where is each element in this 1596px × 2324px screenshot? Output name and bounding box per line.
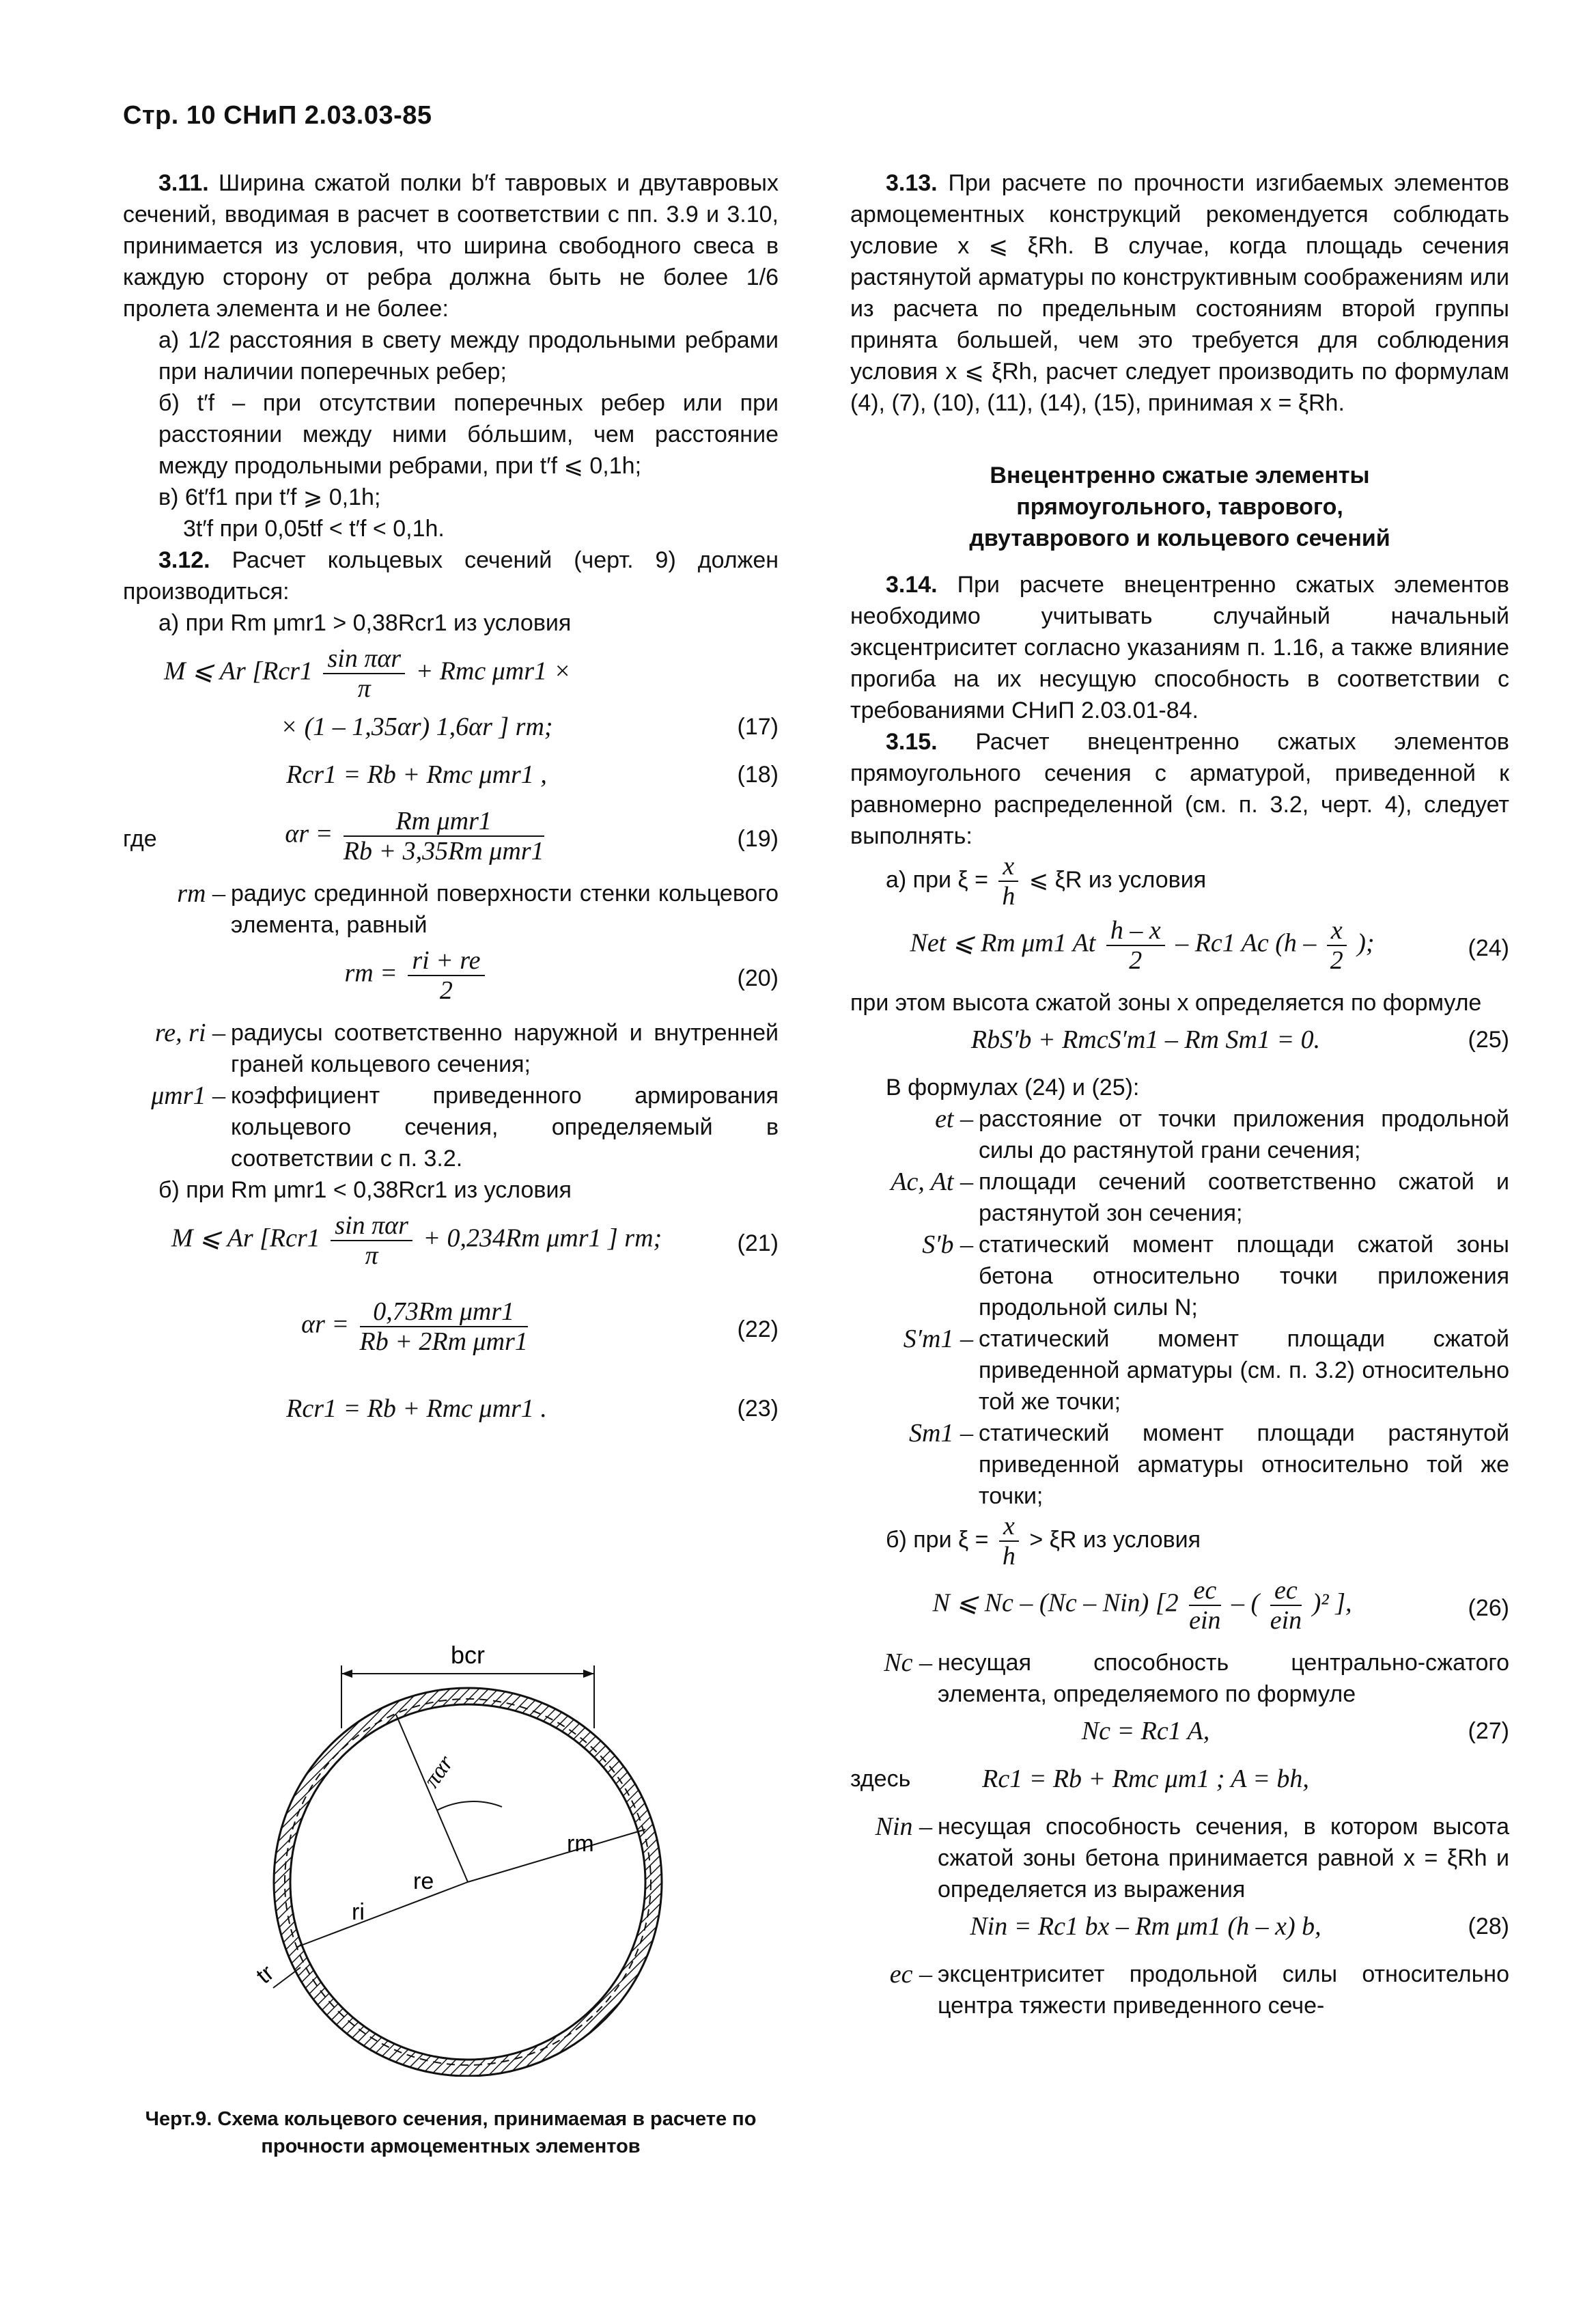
radius-line-rm	[468, 1829, 645, 1882]
clause-3-15	[850, 726, 1509, 852]
clause-text: При расчете по прочности изгибаемых элементов армоцементных конструкций рекомендуется соблюдать условие x ⩽ ξRh. В случае, когда площадь сечения растянутой арматуры по конструктивным соображениям или из расчета по предельным состояниям второй группы принята большей, чем это требуется для соблюдения условия x ⩽ ξRh, расчет следует производить по формулам (4), (7), (10), (11), (14), (15), принимая x = ξRh.	[850, 170, 1509, 416]
clause-number: 3.15.	[886, 729, 938, 755]
label-re: re	[413, 1868, 434, 1894]
clause-3-11-v2: 3t′f при 0,05tf < t′f < 0,1h.	[183, 516, 445, 542]
clause-3-15-b	[850, 1512, 1509, 1571]
clause-3-12	[123, 544, 779, 607]
equation-number: (26)	[1468, 1595, 1509, 1621]
eq-part: αr =	[285, 819, 333, 848]
fraction-top: sin παr	[323, 644, 405, 674]
equation-number: (24)	[1468, 935, 1509, 961]
ring-section-figure	[232, 1626, 710, 2077]
clause-text: Расчет кольцевых сечений (черт. 9) должен производиться:	[123, 547, 779, 605]
def-symbol: S′b –	[922, 1230, 973, 1259]
eq-body: Nin = Rc1 bx – Rm μm1 (h – x) b,	[970, 1912, 1321, 1941]
radius-line-ri	[297, 1882, 468, 1947]
fraction-top: ec	[1270, 1576, 1302, 1606]
eq-part: [Rcr1	[252, 656, 313, 686]
eq-body: Rcr1 = Rb + Rmc μmr1 .	[286, 1394, 547, 1423]
eq-part: )² ],	[1312, 1588, 1352, 1618]
fraction-bottom: 2	[439, 976, 453, 1005]
fraction-top: x	[998, 852, 1018, 882]
equation-number: (17)	[737, 714, 779, 740]
fraction-bottom: ein	[1270, 1606, 1302, 1635]
fraction-bottom: Rb + 2Rm μmr1	[359, 1327, 528, 1356]
equation-here	[850, 1763, 1509, 1806]
clause-3-11-a: а) 1/2 расстояния в свету между продольными ребрами при наличии поперечных ребер;	[158, 327, 779, 385]
def-symbol: re, ri –	[154, 1019, 225, 1047]
equation-20	[123, 946, 779, 1012]
text-part: > ξR из условия	[1029, 1526, 1201, 1553]
eq-part: N ⩽ Nc – (Nc – Nin) [2	[932, 1588, 1179, 1618]
label-rm: rm	[567, 1831, 594, 1857]
eq-body: Rc1 = Rb + Rmc μm1 ; A = bh,	[982, 1765, 1309, 1793]
clause-text: При расчете внецентренно сжатых элементов необходимо учитывать случайный начальный эксцентриситет согласно указаниям п. 1.16, а также влияние прогиба на их несущую способность в соответствии с требованиями СНиП 2.03.01-84.	[850, 572, 1509, 723]
def-text: несущая способность центрально-сжатого элемента, определяемого по формуле	[938, 1650, 1509, 1707]
clause-number: 3.14.	[886, 572, 938, 598]
fraction-bottom: ein	[1189, 1606, 1221, 1635]
equation-28	[850, 1911, 1509, 1953]
fraction-bottom: h	[1002, 882, 1016, 911]
eq-body: Rcr1 = Rb + Rmc μmr1 ,	[286, 760, 547, 789]
eq-part: + 0,234Rm μmr1 ] rm;	[423, 1223, 662, 1253]
equation-26	[850, 1576, 1509, 1642]
equation-25	[850, 1024, 1509, 1066]
fraction-bottom: π	[365, 1241, 378, 1270]
where-label: где	[123, 826, 157, 852]
clause-3-12-b: б) при Rm μmr1 < 0,38Rcr1 из условия	[158, 1177, 572, 1203]
def-symbol: μmr1 –	[151, 1081, 225, 1110]
eq-body: × (1 – 1,35αr) 1,6αr ] rm;	[280, 713, 553, 741]
def-text: статический момент площади растянутой приведенной арматуры относительно той же точки;	[979, 1420, 1509, 1509]
def-text: радиус срединной поверхности стенки кольцевого элемента, равный	[231, 881, 779, 938]
def-text: радиусы соответственно наружной и внутренней граней кольцевого сечения;	[231, 1020, 779, 1077]
section-heading: Внецентренно сжатые элементы прямоугольного, таврового, двутаврового и кольцевого сечений	[969, 462, 1390, 551]
eq-part: [Rcr1	[260, 1223, 320, 1253]
here-label: здесь	[850, 1766, 911, 1792]
page-header: Стр. 10 СНиП 2.03.03-85	[123, 101, 432, 130]
clause-3-12-a: а) при Rm μmr1 > 0,38Rcr1 из условия	[158, 610, 572, 636]
definition-et	[850, 1103, 1509, 1166]
def-text: площади сечений соответственно сжатой и растянутой зон сечения;	[979, 1169, 1509, 1226]
fraction-bottom: Rb + 3,35Rm μmr1	[343, 837, 544, 866]
eq-part: αr =	[301, 1310, 350, 1339]
eq-part: M ⩽ Ar	[171, 1223, 253, 1253]
definition-nin	[850, 1811, 1509, 1905]
fraction-top: ec	[1189, 1576, 1220, 1606]
right-column	[850, 167, 1509, 2021]
definition-sb	[850, 1229, 1509, 1323]
equation-number: (18)	[737, 762, 779, 788]
fraction-top: h – x	[1106, 916, 1165, 946]
text-part: а) при ξ =	[886, 866, 988, 893]
def-symbol: S′m1 –	[903, 1325, 973, 1353]
clause-text: Ширина сжатой полки b′f тавровых и двутавровых сечений, вводимая в расчет в соответствии с пп. 3.9 и 3.10, принимается из условия, что ширина свободного свеса в каждую сторону от ребра должна быть не более 1/6 пролета элемента и не более:	[123, 170, 779, 322]
equation-21	[123, 1211, 779, 1277]
equation-24	[850, 916, 1509, 982]
def-symbol: Nin –	[875, 1812, 932, 1841]
left-column	[123, 167, 779, 1441]
clause-3-11	[123, 167, 779, 324]
clause-3-11-v1: в) 6t′f1 при t′f ⩾ 0,1h;	[158, 484, 381, 510]
equation-number: (19)	[737, 826, 779, 852]
equation-22	[123, 1297, 779, 1372]
thickness-leader	[273, 1967, 300, 1988]
equation-number: (22)	[737, 1316, 779, 1342]
clause-3-11-b: б) t′f – при отсутствии поперечных ребер или при расстоянии между ними бо́льшим, чем расстояние между продольными ребрами, при t′f ⩽ 0,1h;	[158, 390, 779, 479]
label-bcr: bcr	[450, 1641, 486, 1669]
fraction-bottom: h	[1002, 1542, 1016, 1571]
equation-17-line1	[123, 644, 779, 706]
eq-part: + Rmc μmr1 ×	[415, 656, 572, 686]
equation-number: (23)	[737, 1396, 779, 1422]
equation-number: (28)	[1468, 1913, 1509, 1939]
label-tr: tr	[251, 1960, 279, 1989]
clause-number: 3.13.	[886, 170, 938, 196]
def-text: коэффициент приведенного армирования кольцевого сечения, определяемый в соответствии с п. 3.2.	[231, 1083, 779, 1172]
zone-height-text: при этом высота сжатой зоны x определяется по формуле	[850, 990, 1482, 1016]
def-text: статический момент площади сжатой приведенной арматуры (см. п. 3.2) относительно той же точки;	[979, 1326, 1509, 1415]
label-ri: ri	[352, 1899, 365, 1925]
equation-number: (25)	[1468, 1027, 1509, 1053]
eq-part: M ⩽ Ar	[164, 656, 246, 686]
definition-sm1	[850, 1417, 1509, 1512]
def-symbol: ec –	[889, 1960, 932, 1989]
label-pi-alpha: παr	[419, 1751, 459, 1793]
fraction-top: sin παr	[331, 1211, 412, 1241]
figure-caption: Черт.9. Схема кольцевого сечения, принимаемая в расчете по прочности армоцементных элементов	[145, 2108, 757, 2157]
clause-3-14	[850, 569, 1509, 726]
definition-mu	[123, 1080, 779, 1174]
fraction-top: ri + re	[408, 946, 484, 976]
equation-23	[123, 1393, 779, 1435]
def-text: расстояние от точки приложения продольной силы до растянутой грани сечения;	[979, 1106, 1509, 1163]
def-text: несущая способность сечения, в котором высота сжатой зоны бетона принимается равной x = ξRh и определяется из выражения	[938, 1814, 1509, 1903]
fraction-bottom: π	[357, 674, 371, 703]
eq-part: – (	[1231, 1588, 1260, 1618]
clause-3-15-a	[850, 852, 1509, 911]
fraction-bottom: 2	[1330, 946, 1343, 975]
arrow-head	[341, 1670, 352, 1678]
definition-ac-at	[850, 1166, 1509, 1229]
eq-part: );	[1357, 928, 1375, 958]
eq-part: – Rc1 Ac (h –	[1175, 928, 1317, 958]
clause-text: Расчет внецентренно сжатых элементов прямоугольного сечения с арматурой, приведенной к равномерно распределенной (см. п. 3.2, черт. 4), следует выполнять:	[850, 729, 1509, 849]
clause-number: 3.12.	[158, 547, 210, 573]
definition-re-ri	[123, 1017, 779, 1080]
text-part: ⩽ ξR из условия	[1028, 866, 1207, 893]
equation-number: (27)	[1468, 1718, 1509, 1744]
def-symbol: Ac, At –	[891, 1167, 973, 1196]
definition-nc	[850, 1647, 1509, 1710]
def-symbol: et –	[935, 1105, 973, 1133]
equation-27	[850, 1715, 1509, 1758]
radius-line-top	[396, 1715, 468, 1882]
fraction-top: Rm μmr1	[344, 807, 544, 837]
clause-number: 3.11.	[158, 170, 209, 196]
definition-ec	[850, 1959, 1509, 2021]
fraction-top: x	[999, 1512, 1019, 1542]
equation-18	[123, 759, 779, 801]
fraction-bottom: 2	[1129, 946, 1143, 975]
def-symbol: Sm1 –	[909, 1419, 973, 1448]
equation-number: (20)	[737, 965, 779, 991]
clause-3-13	[850, 167, 1509, 419]
equation-19	[123, 807, 779, 872]
def-text: статический момент площади сжатой зоны бетона относительно точки приложения продольной силы N;	[979, 1232, 1509, 1320]
eq-body: RbS′b + RmcS′m1 – Rm Sm1 = 0.	[970, 1025, 1321, 1054]
definition-sm1-prime	[850, 1323, 1509, 1417]
fraction-top: x	[1327, 916, 1347, 946]
equation-17-line2	[123, 711, 779, 753]
def-text: эксцентриситет продольной силы относительно центра тяжести приведенного сече-	[938, 1961, 1509, 2019]
eq-part: Net ⩽ Rm μm1 At	[910, 928, 1096, 958]
equation-number: (21)	[737, 1230, 779, 1256]
in-formulas-label: В формулах (24) и (25):	[886, 1075, 1140, 1101]
text-part: б) при ξ =	[886, 1526, 989, 1553]
arrow-head	[583, 1670, 594, 1678]
fraction-top: 0,73Rm μmr1	[360, 1297, 528, 1327]
eq-part: rm =	[344, 958, 397, 988]
definition-rm	[123, 878, 779, 941]
eq-body: Nc = Rc1 A,	[1081, 1717, 1210, 1745]
angle-arc	[437, 1801, 502, 1810]
def-symbol: rm –	[177, 879, 225, 908]
def-symbol: Nc –	[884, 1648, 932, 1677]
